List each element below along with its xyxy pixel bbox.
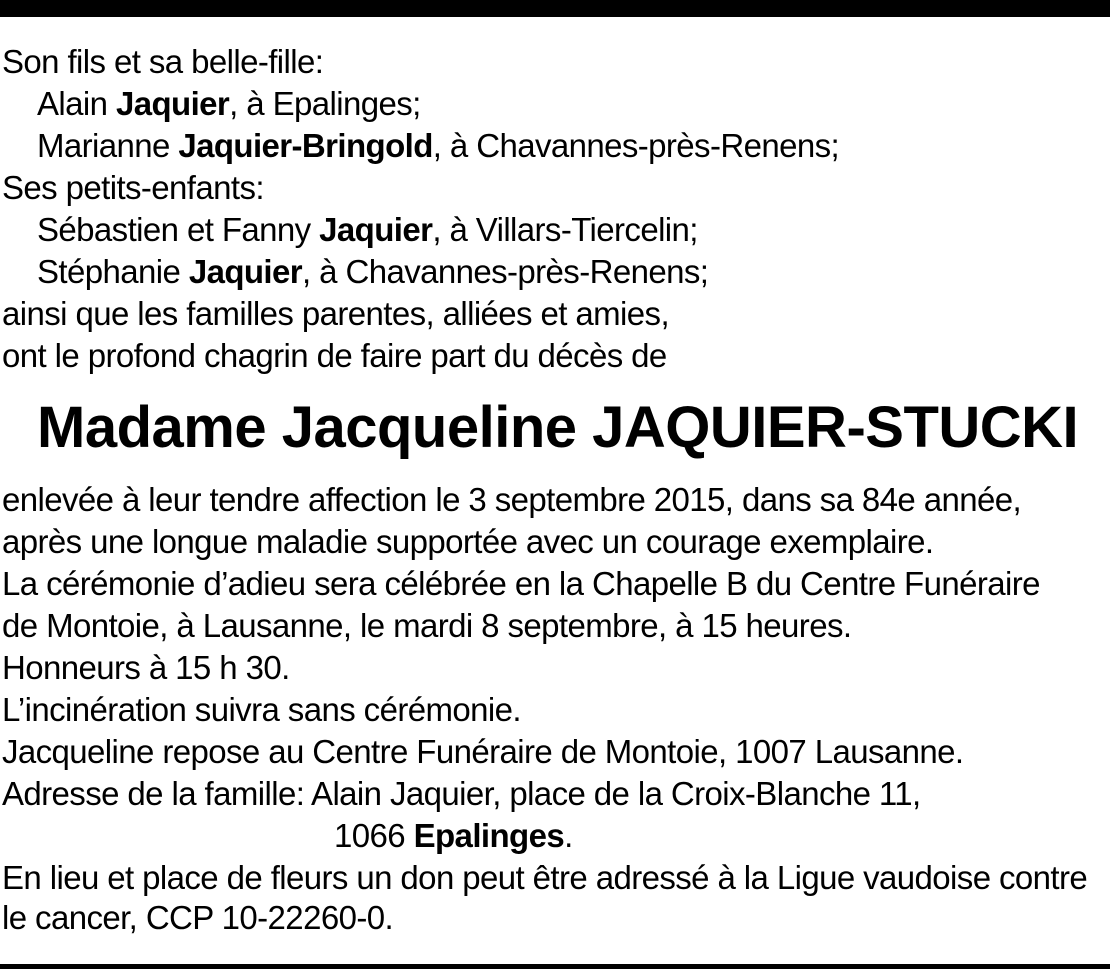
address-end: . [564, 817, 573, 854]
son-heading: Son fils et sa belle-fille: [2, 43, 324, 80]
body-line-1: enlevée à leur tendre affection le 3 septembre 2015, dans sa 84e année, [2, 481, 1022, 518]
body-line-3: La cérémonie d’adieu sera célébrée en la Chapelle B du Centre Funéraire [2, 565, 1040, 602]
grandchildren-heading: Ses petits-enfants: [2, 169, 264, 206]
place: , à Chavannes-près-Renens; [432, 127, 840, 164]
family-entry-grandchild-1 [37, 210, 698, 250]
first-name: Sébastien et Fanny [37, 211, 320, 248]
announce-line: ont le profond chagrin de faire part du décès de [2, 337, 667, 374]
place: , à Chavannes-près-Renens; [302, 253, 709, 290]
first-name: Marianne [37, 127, 179, 164]
top-rule [0, 0, 1110, 17]
surname: Jaquier [188, 253, 302, 290]
address-city-line [334, 816, 573, 856]
family-entry-daughter-in-law [37, 126, 839, 166]
surname: Jaquier [319, 211, 433, 248]
body-line-5: Honneurs à 15 h 30. [2, 649, 290, 686]
city: Epalinges [413, 817, 565, 854]
body-line-2: après une longue maladie supportée avec un courage exemplaire. [2, 523, 934, 560]
first-name: Stéphanie [37, 253, 189, 290]
place: , à Villars-Tiercelin; [432, 211, 698, 248]
place: , à Epalinges; [229, 85, 421, 122]
body-line-6: L’incinération suivra sans cérémonie. [2, 691, 521, 728]
deceased-name: Madame Jacqueline JAQUIER-STUCKI [37, 395, 1079, 460]
donation-line-2: le cancer, CCP 10-22260-0. [2, 899, 394, 936]
donation-line-1: En lieu et place de fleurs un don peut être adressé à la Ligue vaudoise contre [2, 859, 1088, 896]
family-entry-grandchild-2 [37, 252, 708, 292]
families-line: ainsi que les familles parentes, alliées et amies, [2, 295, 670, 332]
surname: Jaquier-Bringold [178, 127, 433, 164]
body-line-7: Jacqueline repose au Centre Funéraire de Montoie, 1007 Lausanne. [2, 733, 964, 770]
bottom-rule [0, 964, 1110, 969]
address-line: Adresse de la famille: Alain Jaquier, place de la Croix-Blanche 11, [2, 775, 921, 812]
surname: Jaquier [115, 85, 230, 122]
family-entry-son [37, 84, 421, 124]
first-name: Alain [37, 85, 116, 122]
zip-code: 1066 [334, 817, 414, 854]
body-line-4: de Montoie, à Lausanne, le mardi 8 septembre, à 15 heures. [2, 607, 852, 644]
